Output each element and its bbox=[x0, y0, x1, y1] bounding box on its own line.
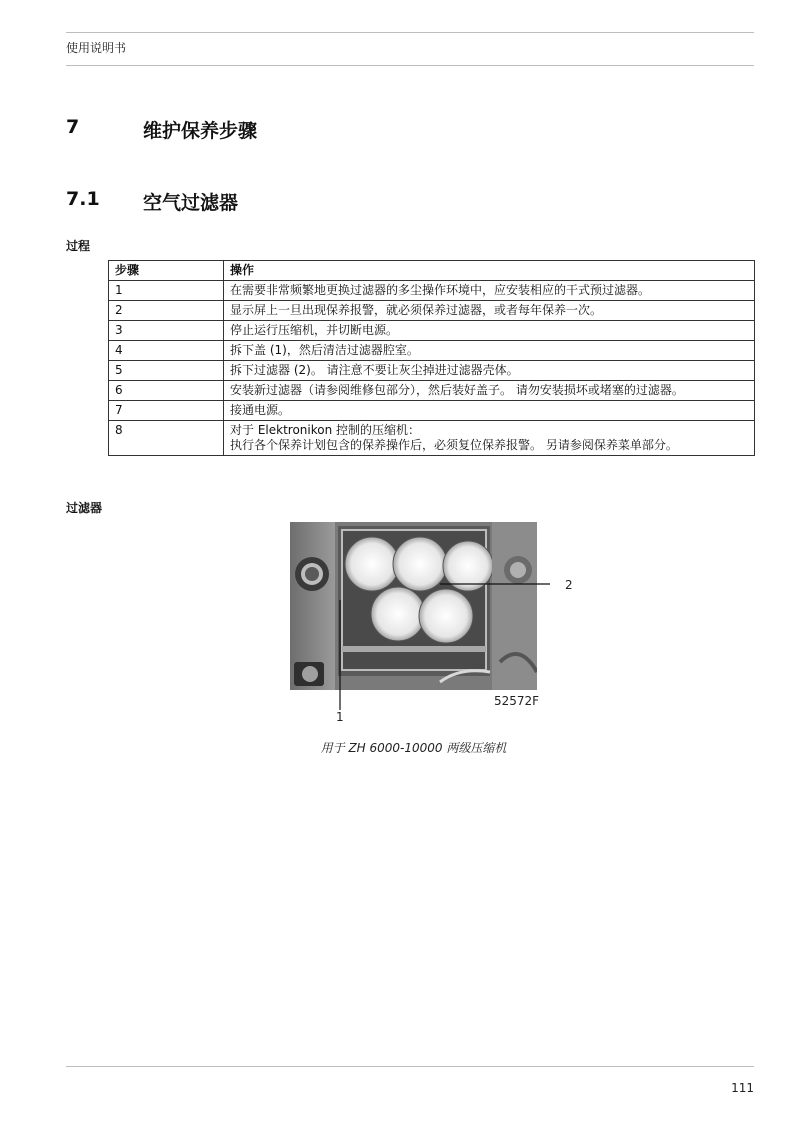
step-action: 显示屏上一旦出现保养报警，就必须保养过滤器，或者每年保养一次。 bbox=[224, 301, 755, 321]
page-number: 111 bbox=[731, 1081, 754, 1095]
image-code: 52572F bbox=[494, 694, 540, 708]
section-title: 空气过滤器 bbox=[143, 192, 239, 214]
step-number: 3 bbox=[109, 321, 224, 341]
step-action-line: 对于 Elektronikon 控制的压缩机： bbox=[230, 423, 421, 437]
callout-1-label: 1 bbox=[336, 710, 344, 724]
step-action: 停止运行压缩机，并切断电源。 bbox=[224, 321, 755, 341]
footer-rule bbox=[66, 1066, 754, 1067]
callout-2-label: 2 bbox=[565, 578, 573, 592]
step-number: 6 bbox=[109, 381, 224, 401]
step-action-line: 执行各个保养计划包含的保养操作后，必须复位保养报警。 另请参阅保养菜单部分。 bbox=[230, 438, 678, 452]
step-action: 在需要非常频繁地更换过滤器的多尘操作环境中，应安装相应的干式预过滤器。 bbox=[224, 281, 755, 301]
step-number: 1 bbox=[109, 281, 224, 301]
step-number: 4 bbox=[109, 341, 224, 361]
step-action: 拆下盖 (1)，然后清洁过滤器腔室。 bbox=[224, 341, 755, 361]
chapter-title: 维护保养步骤 bbox=[143, 120, 258, 142]
step-action: 接通电源。 bbox=[224, 401, 755, 421]
column-header-step: 步骤 bbox=[109, 261, 224, 281]
column-header-action: 操作 bbox=[224, 261, 755, 281]
step-number: 8 bbox=[109, 421, 224, 456]
manual-title: 使用说明书 bbox=[66, 41, 127, 55]
step-number: 7 bbox=[109, 401, 224, 421]
step-action: 拆下过滤器 (2)。 请注意不要让灰尘掉进过滤器壳体。 bbox=[224, 361, 755, 381]
filters-label: 过滤器 bbox=[66, 501, 103, 515]
step-number: 5 bbox=[109, 361, 224, 381]
chapter-number: 7 bbox=[66, 116, 80, 138]
procedure-label: 过程 bbox=[66, 239, 91, 253]
section-number: 7.1 bbox=[66, 188, 100, 210]
step-action: 安装新过滤器（请参阅维修包部分），然后装好盖子。 请勿安装损坏或堵塞的过滤器。 bbox=[224, 381, 755, 401]
step-number: 2 bbox=[109, 301, 224, 321]
figure-caption: 用于 ZH 6000-10000 两级压缩机 bbox=[320, 741, 507, 755]
